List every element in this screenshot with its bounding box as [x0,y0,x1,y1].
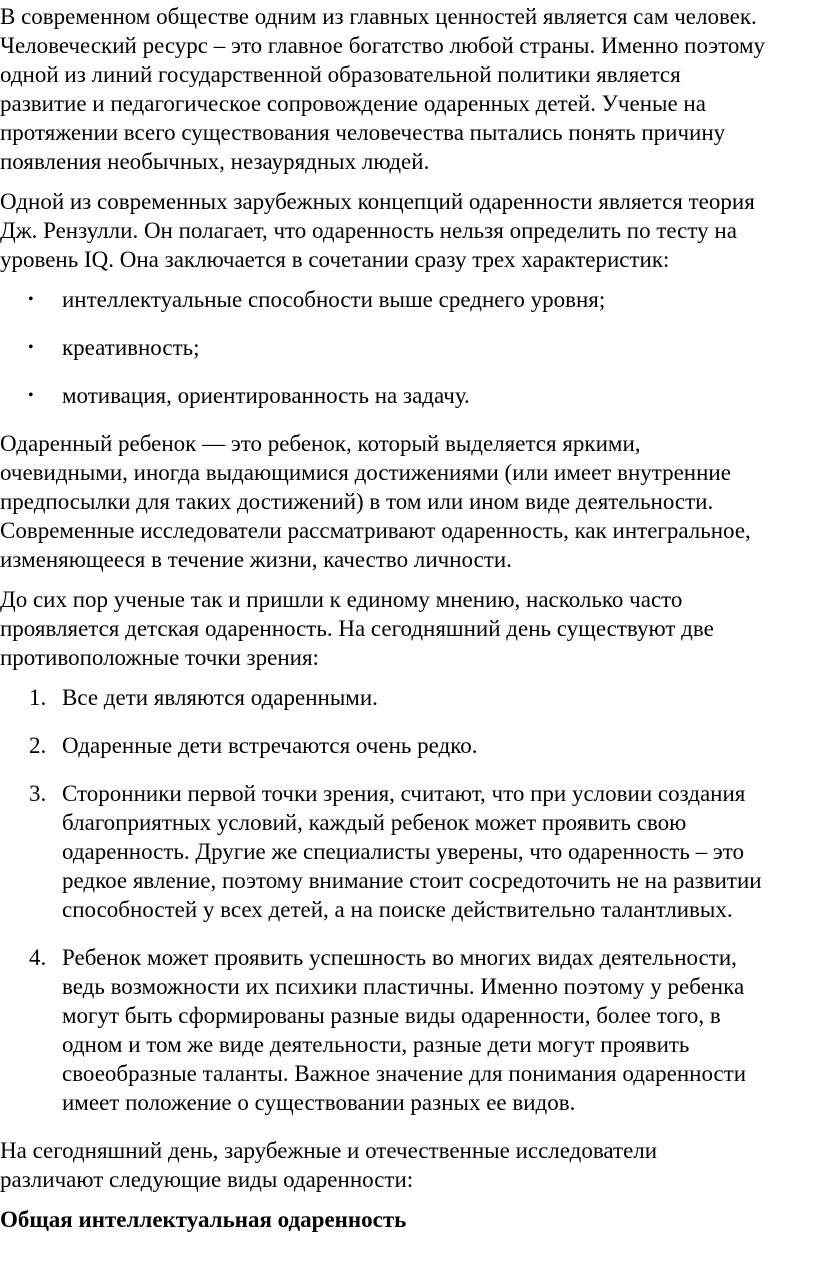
text-line: Сторонники первой точки зрения, считают, что при условии создания [62,781,746,806]
text-line: одном и том же виде деятельности, разные дети могут проявить [62,1032,690,1057]
text-line: уровень IQ. Она заключается в сочетании сразу трех характеристик: [0,247,670,272]
text-line: Дж. Рензулли. Он полагает, что одаренность нельзя определить по тесту на [0,218,737,243]
text-line: имеет положение о существовании разных ее видов. [62,1090,576,1115]
text-line: До сих пор ученые так и пришли к единому мнению, насколько часто [0,587,683,612]
text-line: Одаренные дети встречаются очень редко. [62,733,478,758]
bullet-icon: • [28,339,34,356]
text-line: благоприятных условий, каждый ребенок может проявить свою [62,810,687,835]
text-line: различают следующие виды одаренности: [0,1167,414,1192]
paragraph-types [0,1136,816,1194]
paragraph-gifted-child [0,429,816,574]
paragraph-intro [0,2,816,176]
list-number: 1. [29,685,47,710]
text-line: Одаренный ребенок — это ребенок, который выделяется яркими, [0,431,641,456]
bullet-list [0,285,816,410]
list-number: 3. [29,781,47,806]
list-item [0,731,816,760]
text-line: протяжении всего существования человечества пытались понять причину [0,120,726,145]
text-line: Все дети являются одаренными. [62,685,378,710]
text-line: Человеческий ресурс – это главное богатство любой страны. Именно поэтому [0,33,766,58]
text-line: своеобразные таланты. Важное значение для понимания одаренности [62,1061,747,1086]
text-line: Одной из современных зарубежных концепций одаренности является теория [0,189,755,214]
text-line: очевидными, иногда выдающимися достижениями (или имеет внутренние [0,460,731,485]
text-line: редкое явление, поэтому внимание стоит сосредоточить не на развитии [62,868,762,893]
list-item [0,779,816,924]
paragraph-renzulli [0,187,816,274]
bullet-icon: • [28,291,34,308]
list-item [0,285,816,314]
text-line: В современном обществе одним из главных ценностей является сам человек. [0,4,757,29]
list-item-text: креативность; [62,335,200,360]
bullet-icon: • [28,387,34,404]
list-item [0,333,816,362]
list-item [0,943,816,1117]
list-item [0,683,816,712]
text-line: противоположные точки зрения: [0,645,319,670]
text-line: развитие и педагогическое сопровождение одаренных детей. Ученые на [0,91,706,116]
list-item-text: мотивация, ориентированность на задачу. [62,383,470,408]
list-number: 2. [29,733,47,758]
list-number: 4. [29,945,47,970]
text-line: проявляется детская одаренность. На сегодняшний день существуют две [0,616,714,641]
list-item [0,381,816,410]
text-line: изменяющееся в течение жизни, качество личности. [0,547,512,572]
text-line: Современные исследователи рассматривают одаренность, как интегральное, [0,518,751,543]
text-line: ведь возможности их психики пластичны. Именно поэтому у ребенка [62,974,745,999]
text-line: На сегодняшний день, зарубежные и отечественные исследователи [0,1138,658,1163]
section-heading: Общая интеллектуальная одаренность [0,1207,407,1232]
list-item-text: интеллектуальные способности выше среднего уровня; [62,287,606,312]
text-line: способностей у всех детей, а на поиске действительно талантливых. [62,897,733,922]
text-line: одной из линий государственной образовательной политики является [0,62,681,87]
text-line: Ребенок может проявить успешность во многих видах деятельности, [62,945,737,970]
text-line: предпосылки для таких достижений) в том или ином виде деятельности. [0,489,714,514]
paragraph-viewpoints [0,585,816,672]
text-line: одаренность. Другие же специалисты уверены, что одаренность – это [62,839,745,864]
text-line: появления необычных, незаурядных людей. [0,149,430,174]
text-line: могут быть сформированы разные виды одаренности, более того, в [62,1003,721,1028]
numbered-list [0,683,816,1117]
